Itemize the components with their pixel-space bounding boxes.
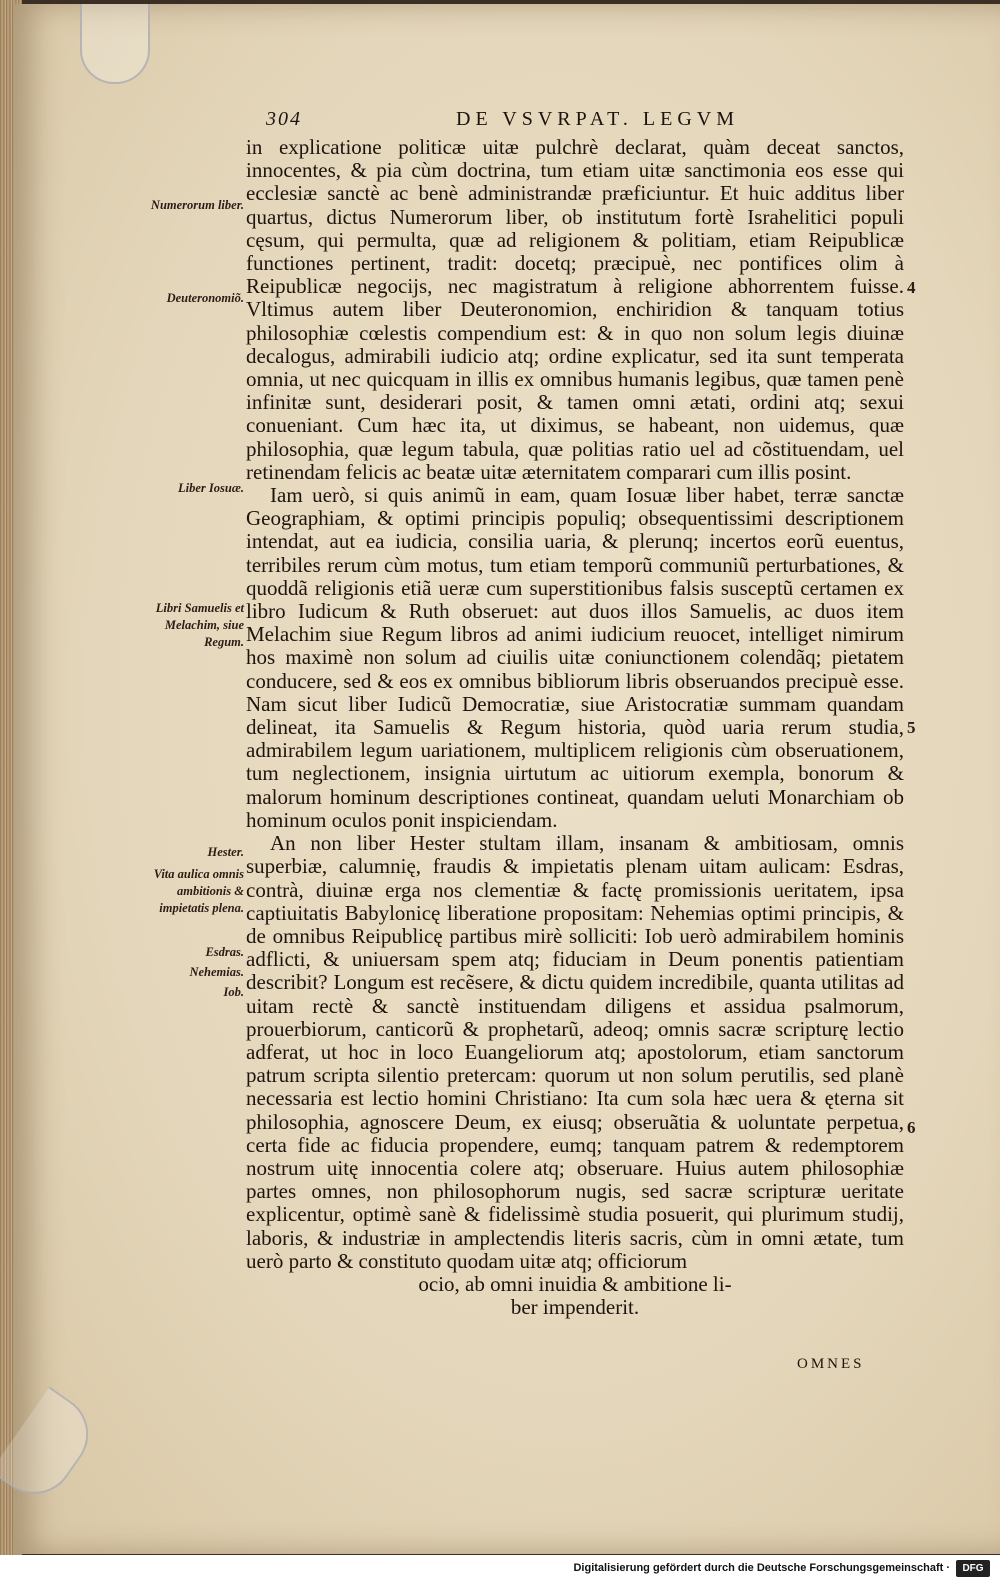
paragraph-tail: ber impenderit. — [510, 1295, 640, 1320]
paragraph: in explicatione politicæ uitæ pulchrè declarat, quàm deceat sanctos, innocentes, & pia cùm doctrina, tum etiam uitæ sanctimonia eos esse qui ecclesiæ sanctè ac benè administrandæ præficiuntur. Et huic additus liber quartus, dictus Numerorum liber, ob institutum fortè Israhelitici populi cęsum, qui permulta, quæ ad religionem & politiam, etiam Reipublicæ functiones pertinent, tradit: docetq; præcipuè, nec pontifices olim à Reipublicæ negocijs, nec magistratum à religione abhorrentem fuisse. Vltimus autem liber Deuteronomion, enchiridion & tanquam totius philosophiæ cœlestis compendium est: & in quo non solum legis diuinæ decalogus, admirabili iudicio atq; ordine explicatur, sed ita sunt temperata omnia, ut nec quicquam in illis ex omnibus humanis legibus, quæ tamen penè infinitæ sunt, desiderari posit, & tamen omni ætati, ordini atq; sexui conueniant. Cum hæc ita, ut diximus, se habeant, non uidemus, quæ philosophia, quæ legum tabula, quæ politias ratio uel ad cõstituendam, uel retinendam felicis ac beatæ uitæ æternitatem comparari cum illis posint. — [246, 135, 904, 484]
paragraph-tail: ocio, ab omni inuidia & ambitione li- — [418, 1271, 732, 1296]
dfg-logo: DFG — [956, 1560, 990, 1577]
body-text — [246, 136, 904, 1319]
catchword: OMNES — [797, 1356, 865, 1372]
paper-sheet — [14, 4, 1000, 1554]
folio-number: 304 — [266, 108, 302, 130]
paper-clip-icon — [0, 1386, 104, 1509]
margin-note: Liber Iosuæ. — [178, 481, 244, 495]
footer-bar — [0, 1555, 1000, 1584]
margin-number: 4 — [907, 278, 916, 297]
margin-note: Libri Samuelis et Melachim, siue Regum. — [155, 601, 244, 649]
margin-note: Numerorum liber. — [150, 198, 244, 212]
margin-note: Deuteronomiõ. — [166, 291, 244, 305]
paragraph: An non liber Hester stultam illam, insanam & ambitiosam, omnis superbiæ, calumnię, fraudis & impietatis plenam uitam aulicam: Esdras, contrà, diuinæ erga nos clementiæ & factę promissionis ueritatem, ipsa captiuitatis Babylonicę liberatione propositam: Nehemias optimi principis, & de omnibus Reipublicę partibus mirè solliciti: Iob uerò admirabilem hominis adflicti, & uniuersam spem atq; fiduciam in Deum ponentis patientiam describit? Longum est recẽsere, & dictu quidem incredibile, quanta utilitas ad uitam rectè & sanctè instituendam diligens et assidua psalmorum, prouerbiorum, canticorũ & prophetarũ, adeoq; omnis sacræ scripturę lectio adferat, ut hoc in loco Euangeliorum atq; apostolorum, etiam sanctorum patrum scripta silentio pretercam: quorum ut non solum perutilis, sed planè necessaria est lectio homini Christiano: Ita cum sola hæc uera & ęterna sit philosophia, agnoscere Deum, ex eiusq; obseruãtia & uoluntate perpetua, certa fide ac fiducia propendere, eumq; tanquam patrem & redemptorem nostrum uitę innocentia colere atq; obseruare. Huius autem philosophiæ partes omnes, non philosophorum nugis, sed sacræ scripturæ ueritate explicentur, optimè sanè & fidelissimè studia posuerit, qui plurimum studij, laboris, & industriæ in amplectendis literis sacris, cùm in omni ætate, tum uerò parto & constituto quodam uitæ atq; officiorum — [246, 831, 904, 1273]
running-title: DE VSVRPAT. LEGVM — [456, 108, 739, 130]
margin-note: Iob. — [223, 985, 244, 999]
funding-note: Digitalisierung gefördert durch die Deutsche Forschungsgemeinschaft · — [573, 1562, 950, 1574]
margin-note: Esdras. — [205, 945, 244, 959]
running-head — [266, 108, 906, 136]
margin-note: Hester. — [207, 845, 244, 859]
margin-note: Nehemias. — [189, 965, 244, 979]
paper-clip-icon — [80, 4, 150, 84]
margin-number: 6 — [907, 1118, 916, 1137]
paragraph: Iam uerò, si quis animũ in eam, quam Iosuæ liber habet, terræ sanctæ Geographiam, & optimi principis populiq; obsequentissimi descriptionem intendat, aut ea iudicia, consilia uaria, & plerunq; incertos eorũ euentus, terribiles rerum cùm motus, tum etiam temporũ communiũ perturbationes, & quoddã religionis etiã ueræ cum superstitionibus falsis susceptũ certamen ex libro Iudicum & Ruth obseruet: aut duos illos Samuelis, ac duos item Melachim siue Regum libros ad animi iudicium reuocet, intelliget nimirum hos maximè non solum ad ciuilis uitæ coniunctionem colendãq; pietatem conducere, sed & eos ex omnibus bibliorum libris obseruandos precipuè esse. Nam sicut liber Iudicũ Democratiæ, siue Aristocratiæ summam quandam delineat, ita Samuelis & Regum historia, quòd uaria rerum studia, admirabilem legum uariationem, multiplicem religionis cùm obseruationem, tum neglectionem, insignia uirtutum ac uitiorum exempla, bonorum & malorum hominum descriptiones contineat, quandam ueluti Monarchiam ob hominum oculos ponit inspiciendam. — [246, 483, 904, 832]
margin-number: 5 — [907, 718, 916, 737]
margin-note: Vita aulica omnis ambitionis & impietatis plena. — [153, 867, 244, 915]
